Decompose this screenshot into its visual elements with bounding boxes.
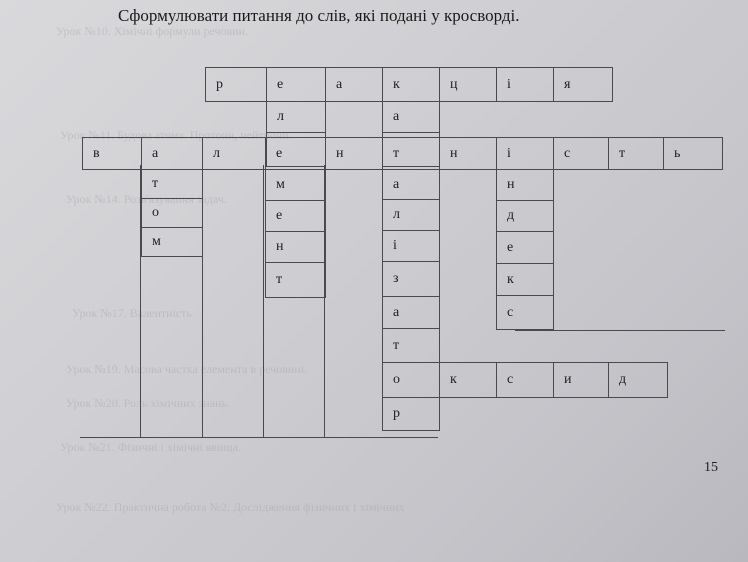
crossword-cell: ц [439,67,497,102]
crossword-cell: е [265,137,326,170]
crossword-cell: д [496,200,554,232]
crossword-cell: т [382,328,440,363]
grid-bottom-line [80,437,438,438]
crossword-cell: і [496,137,554,170]
page-number: 15 [704,460,718,475]
background-text-line: Урок №14. Розв'язування задач. [66,192,227,206]
crossword-cell: а [382,169,440,200]
crossword-cell: с [496,362,554,398]
crossword-cell: т [265,262,326,298]
crossword-cell: л [202,137,266,170]
background-text-line: Урок №20. Роль хімічних знань. [66,396,230,410]
crossword-cell: и [553,362,609,398]
crossword-cell: р [205,67,267,102]
crossword-cell: м [141,227,203,257]
crossword-cell: е [496,231,554,264]
background-text-line: Урок №10. Хімічні формули речовин. [56,24,249,38]
crossword-cell: а [382,101,440,133]
crossword-cell: з [382,261,440,297]
background-text-line: Урок №22. Практична робота №2. Дослідження фізичних і хімічних [56,500,405,514]
background-text-line: Урок №17. Валентність [72,306,192,320]
crossword-cell: е [265,200,326,232]
crossword-cell: л [382,199,440,231]
crossword-cell: в [82,137,142,170]
crossword-cell: м [265,169,326,201]
crossword-cell: а [325,67,383,102]
crossword-cell: о [141,198,203,228]
crossword-cell: і [382,230,440,262]
crossword-cell: с [553,137,609,170]
crossword-cell: а [382,296,440,329]
crossword-cell: с [496,295,554,330]
crossword-cell: т [141,169,203,199]
crossword-cell: а [141,137,203,170]
background-text-line: Урок №19. Масова частка елемента в речовині. [66,362,308,376]
crossword-cell: к [382,67,440,102]
crossword-cell: ь [663,137,723,170]
crossword-cell: т [382,137,440,170]
crossword-cell: я [553,67,613,102]
crossword-cell: н [439,137,497,170]
crossword-cell: о [382,362,440,398]
background-text-line: Урок №11. Будова атома. Протони, нейтрони. [60,128,292,142]
grid-side-line [515,330,725,331]
crossword-cell: е [266,67,326,102]
page-heading: Сформулювати питання до слів, які подані у кросворді. [118,6,520,25]
crossword-cell: і [496,67,554,102]
crossword-cell: т [608,137,664,170]
grid-column-line [263,165,264,437]
crossword-cell: н [496,169,554,201]
crossword-cell: н [265,231,326,263]
background-text-line: Урок №21. Фізичні і хімічні явища. [60,440,242,454]
crossword-cell: д [608,362,668,398]
crossword-cell: л [266,101,326,133]
crossword-cell: к [439,362,497,398]
crossword-cell: к [496,263,554,296]
crossword-cell: н [325,137,383,170]
crossword-cell: р [382,397,440,431]
